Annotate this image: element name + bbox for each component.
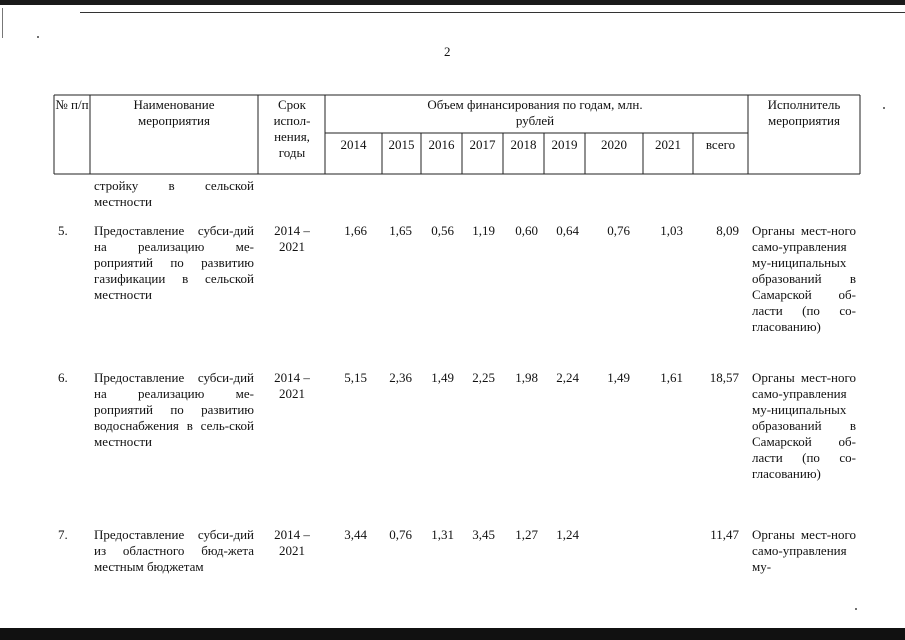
header-year: 2021 [655,137,681,152]
scan-speck [37,36,39,38]
row-executor: Органы мест-ного само-управления му-ниципальных образований в Самарской об-ласти (по со-гласованию) [752,370,856,481]
scan-speck [855,608,857,610]
row-value-total: 8,09 [716,223,739,238]
header-funding: Объем финансирования по годам, млн. рублей [427,97,643,128]
scan-speck [883,107,885,109]
row-value-2015: 0,76 [389,527,412,542]
row-value-2019: 1,24 [556,527,579,542]
scan-border-top [0,0,905,5]
row-term: 2014 – 2021 [274,370,310,401]
row-name: Предоставление субси-дий из областного бюд-жета местным бюджетам [94,527,254,574]
row-value-2017: 1,19 [472,223,495,238]
continuation-text: стройку в сельской местности [94,178,254,209]
row-executor: Органы мест-ного само-управления му- [752,527,856,574]
row-value-2015: 2,36 [389,370,412,385]
row-value-2016: 0,56 [431,223,454,238]
row-term: 2014 – 2021 [274,223,310,254]
header-executor: Исполнитель мероприятия [767,97,841,128]
row-value-2017: 2,25 [472,370,495,385]
row-value-2014: 1,66 [344,223,367,238]
page-number: 2 [444,44,451,59]
scan-mark [2,8,3,38]
scan-border-bottom [0,628,905,640]
row-number: 7. [58,527,68,542]
row-number: 5. [58,223,68,238]
row-value-2019: 0,64 [556,223,579,238]
row-value-2017: 3,45 [472,527,495,542]
row-value-total: 11,47 [710,527,739,542]
scan-line-top [80,12,905,13]
header-year: 2018 [510,137,537,152]
row-value-2015: 1,65 [389,223,412,238]
row-value-2016: 1,31 [431,527,454,542]
header-year: 2016 [428,137,455,152]
row-value-2019: 2,24 [556,370,579,385]
row-name: Предоставление субси-дий на реализацию ме-роприятий по развитию газификации в сельской местности [94,223,254,302]
row-value-2021: 1,03 [660,223,683,238]
row-value-2014: 3,44 [344,527,367,542]
row-value-2020: 1,49 [607,370,630,385]
row-value-2014: 5,15 [344,370,367,385]
row-term: 2014 – 2021 [274,527,310,558]
row-value-2018: 1,27 [515,527,538,542]
header-year: 2015 [388,137,415,152]
header-name: Наименование мероприятия [133,97,215,128]
row-value-2020: 0,76 [607,223,630,238]
row-value-2021: 1,61 [660,370,683,385]
row-executor: Органы мест-ного само-управления му-ниципальных образований в Самарской об-ласти (по со-гласованию) [752,223,856,334]
row-value-2018: 0,60 [515,223,538,238]
header-number: № п/п [55,97,89,112]
header-term: Срок испол-нения, годы [273,97,311,160]
row-value-2016: 1,49 [431,370,454,385]
row-value-2018: 1,98 [515,370,538,385]
header-total: всего [705,137,736,152]
row-value-total: 18,57 [709,370,739,385]
row-number: 6. [58,370,68,385]
header-year: 2014 [340,137,367,152]
header-year: 2019 [551,137,578,152]
row-name: Предоставление субси-дий на реализацию ме-роприятий по развитию водоснабжения в сель-ской местности [94,370,254,449]
header-year: 2020 [601,137,627,152]
header-year: 2017 [469,137,496,152]
